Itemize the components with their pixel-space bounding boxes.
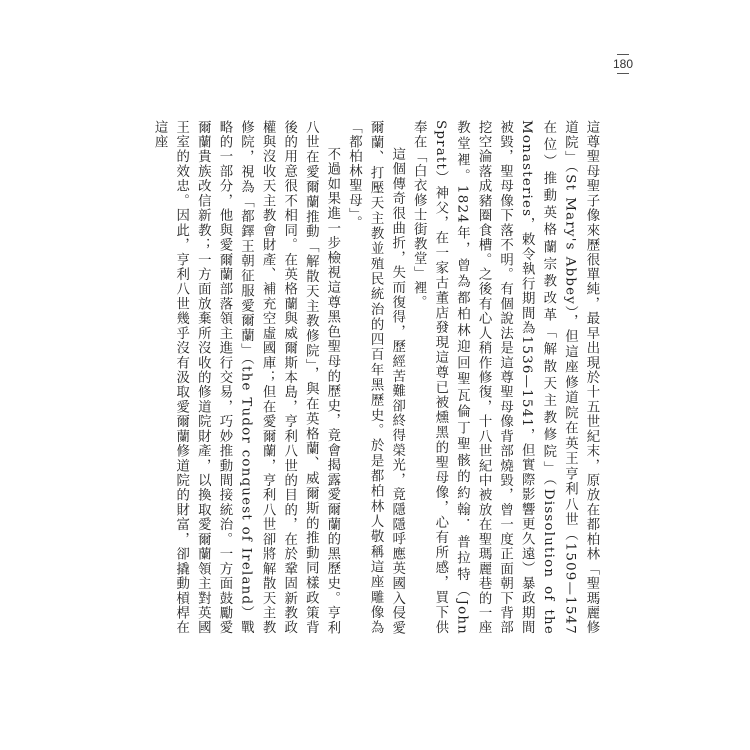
folio-rule-bottom	[617, 73, 629, 74]
page-number: 180	[612, 57, 634, 71]
folio-rule-top	[617, 54, 629, 55]
paragraph: 這個傳奇很曲折，失而復得，歷經苦難卻終得榮光，竟隱隱呼應英國入侵愛爾蘭、打壓天主教並殖民統治的四百年黑歷史。於是都柏林人敬稱這座雕像為「都柏林聖母」。	[346, 120, 405, 635]
paragraph: 不過如果進一步檢視這尊黑色聖母的歷史，竟會揭露愛爾蘭的黑歷史。亨利八世在愛爾蘭推動「解散天主教修院」，與在英格蘭、威爾斯的推動同樣政策背後的用意很不相同。在英格蘭與威爾斯本島，亨利八世的目的，在於鞏固新教政權與沒收天主教會財產、補充空虛國庫；但在愛爾蘭，亨利八世卻將解散天主教修院，視為「都鐸王朝征服愛爾蘭」（the Tudor conquest of Ireland）戰略的一部分，他與愛爾蘭部落領主進行交易，巧妙推動間接統治。一方面鼓勵愛爾蘭貴族改信新教；一方面放棄所沒收的修道院財產，以換取愛爾蘭領主對英國王室的效忠。因此，亨利八世幾乎沒有汲取愛爾蘭修道院的財富，卻撬動槓桿在這座	[152, 120, 340, 635]
page-folio	[606, 54, 640, 74]
paragraph: 這尊聖母聖子像來歷很單純，最早出現於十五世紀末，原放在都柏林「聖瑪麗修道院」（St Mary's Abbey），但這座修道院在英王亨利八世（1509—1547在位）推動英格蘭宗教改革「解散天主教修院」（Dissolution of the Monasteries，敕令執行期間為1536—1541，但實際影響更久遠）暴政期間被毀，聖母像下落不明。有個說法是這尊聖母像背部燒毀，曾一度正面朝下背部挖空淪落成豬圈食槽。之後有心人稍作修復，十八世紀中被放在聖瑪麗巷的一座教堂裡。1824年，曾為都柏林迎回聖瓦倫丁聖骸的約翰．普拉特（John Spratt）神父，在一家古董店發現這尊已被燻黑的聖母像，心有所感，買下供奉在「白衣修士街教堂」裡。	[411, 120, 599, 635]
vertical-text-body	[152, 120, 602, 635]
